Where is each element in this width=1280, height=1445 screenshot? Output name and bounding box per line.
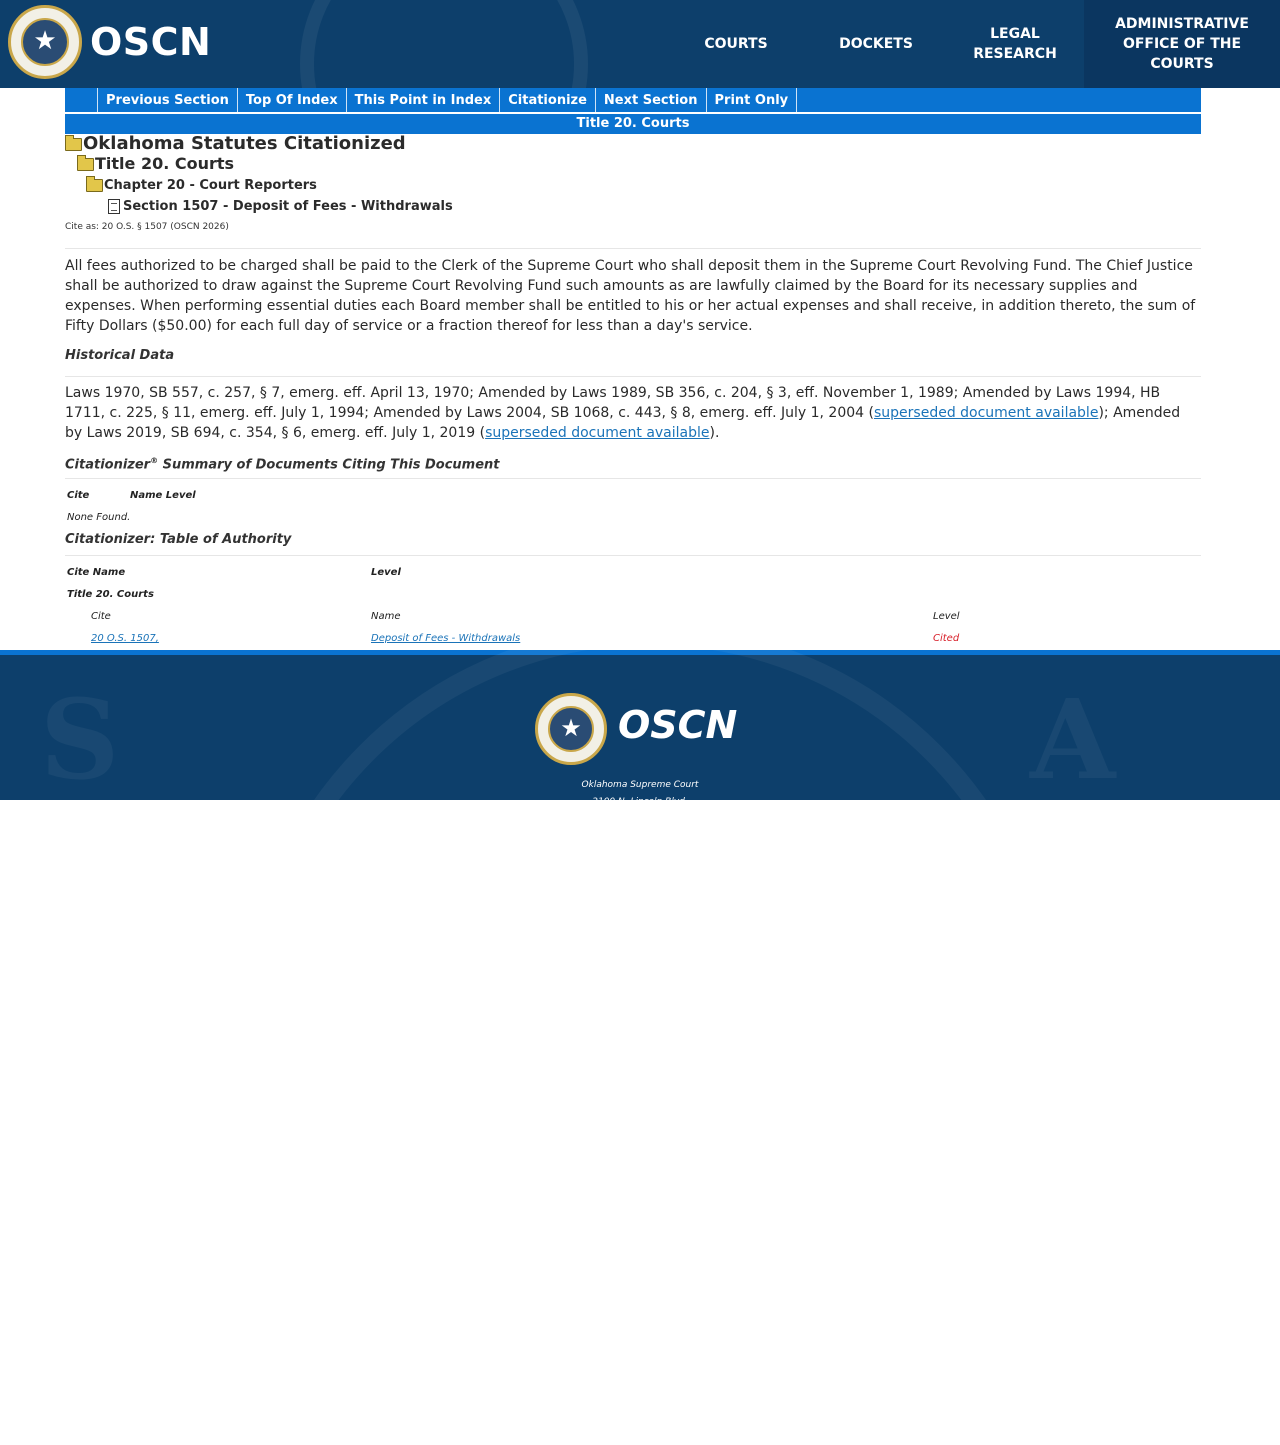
footer-brand[interactable]: OSCN [618,703,738,747]
table-of-authority-heading: Citationizer: Table of Authority [65,532,292,547]
footer-address: 2100 N. Lincoln Blvd. [592,797,688,807]
authority-col-cite-name: Cite Name [67,567,126,578]
none-found: None Found. [67,512,131,523]
crumb-title-label: Title 20. Courts [95,154,235,173]
divider [65,376,1201,377]
hist-text-1: Laws 1970, SB 557, c. 257, § 7, emerg. eff. April 13, 1970; Amended by Laws 1989, SB 356, c. 204, § 3, eff. November 1, 1989; Amended by Laws 1994, HB 1711, c. 225, § 11, emerg. eff. July 1, 1994; Amended by Laws 2004, SB 1068, c. 443, § 8, emerg. eff. July 1, 2004 ( [65,385,1161,421]
this-point-in-index-link[interactable]: This Point in Index [347,88,501,112]
authority-sub-name: Name [371,611,401,622]
citationizer-suffix: Summary of Documents Citing This Document [158,457,500,473]
nav-legal-research[interactable] [946,0,1084,88]
nav-dockets[interactable]: DOCKETS [839,36,913,52]
summary-col-name-level: Name Level [130,490,196,501]
statute-text: All fees authorized to be charged shall be paid to the Clerk of the Supreme Court who shall deposit them in the Supreme Court Revolving Fund. The Chief Justice shall be authorized to draw against the Supreme Court Revolving Fund such amounts as are lawfully claimed by the Board for its necessary supplies and expenses. When performing essential duties each Board member shall be entitled to his or her actual expenses and shall receive, in addition thereto, the sum of Fifty Dollars ($50.00) for each full day of service or a fraction thereof for less than a day's service. [65,258,1196,334]
crumb-chapter-label: Chapter 20 - Court Reporters [104,178,317,193]
crumb-root[interactable] [65,133,406,154]
star-icon: ★ [33,26,57,56]
site-footer [0,650,1280,807]
site-brand[interactable]: OSCN [90,20,212,64]
background-watermark-right: A [1030,675,1116,804]
registered-mark: ® [150,456,159,465]
divider [65,478,1201,479]
footer-seal-logo[interactable] [535,693,607,765]
divider [65,248,1201,249]
nav-administrative-office[interactable] [1084,0,1280,88]
site-header [0,0,1280,88]
authority-row-cite-link[interactable]: 20 O.S. 1507, [91,633,159,644]
authority-col-level: Level [371,567,401,578]
citationizer-summary-heading [65,456,500,472]
hist-text-3: ). [709,425,720,441]
document-icon [108,199,120,214]
divider [65,555,1201,556]
authority-row-level: Cited [933,633,960,644]
nav-legal-research-label: LEGAL RESEARCH [973,26,1057,62]
title-bar: Title 20. Courts [65,114,1201,134]
crumb-section [108,199,453,214]
historical-data-text [65,383,1201,443]
crumb-root-label: Oklahoma Statutes Citationized [83,133,406,154]
nav-courts[interactable]: COURTS [704,36,768,52]
nav-aoc-label: ADMINISTRATIVE OFFICE OF THE COURTS [1115,16,1249,72]
crumb-section-label: Section 1507 - Deposit of Fees - Withdrawals [123,199,453,214]
superseded-link-2019[interactable]: superseded document available [485,425,710,441]
authority-row-name-link[interactable]: Deposit of Fees - Withdrawals [371,633,521,644]
section-nav [65,88,1201,112]
background-watermark-left: S [40,675,120,804]
historical-data-heading: Historical Data [65,348,175,363]
top-of-index-link[interactable]: Top Of Index [238,88,347,112]
hist-text-2: ); Amended by Laws 2019, SB 694, c. 354, § 6, emerg. eff. July 1, 2019 ( [65,405,1181,441]
footer-court-name: Oklahoma Supreme Court [581,780,699,790]
folder-icon [77,158,94,171]
folder-icon [86,179,103,192]
summary-col-cite: Cite [67,490,90,501]
next-section-link[interactable]: Next Section [596,88,707,112]
superseded-link-2004[interactable]: superseded document available [873,405,1099,421]
print-only-link[interactable]: Print Only [707,88,798,112]
authority-sub-level: Level [933,611,960,622]
background-seal-watermark [240,625,1060,1445]
previous-section-link[interactable]: Previous Section [98,88,238,112]
citationizer-prefix: Citationizer [65,457,151,473]
folder-icon [65,138,82,151]
top-nav [666,0,1280,88]
supreme-court-seal-logo[interactable] [8,5,82,79]
crumb-chapter[interactable] [86,178,317,193]
crumb-title[interactable] [77,154,234,173]
citationize-link[interactable]: Citationize [500,88,596,112]
authority-group-title: Title 20. Courts [67,589,154,600]
cite-as: Cite as: 20 O.S. § 1507 (OSCN 2026) [65,222,229,232]
star-icon: ★ [560,714,582,742]
authority-sub-cite: Cite [91,611,111,622]
section-nav-spacer [65,88,98,112]
